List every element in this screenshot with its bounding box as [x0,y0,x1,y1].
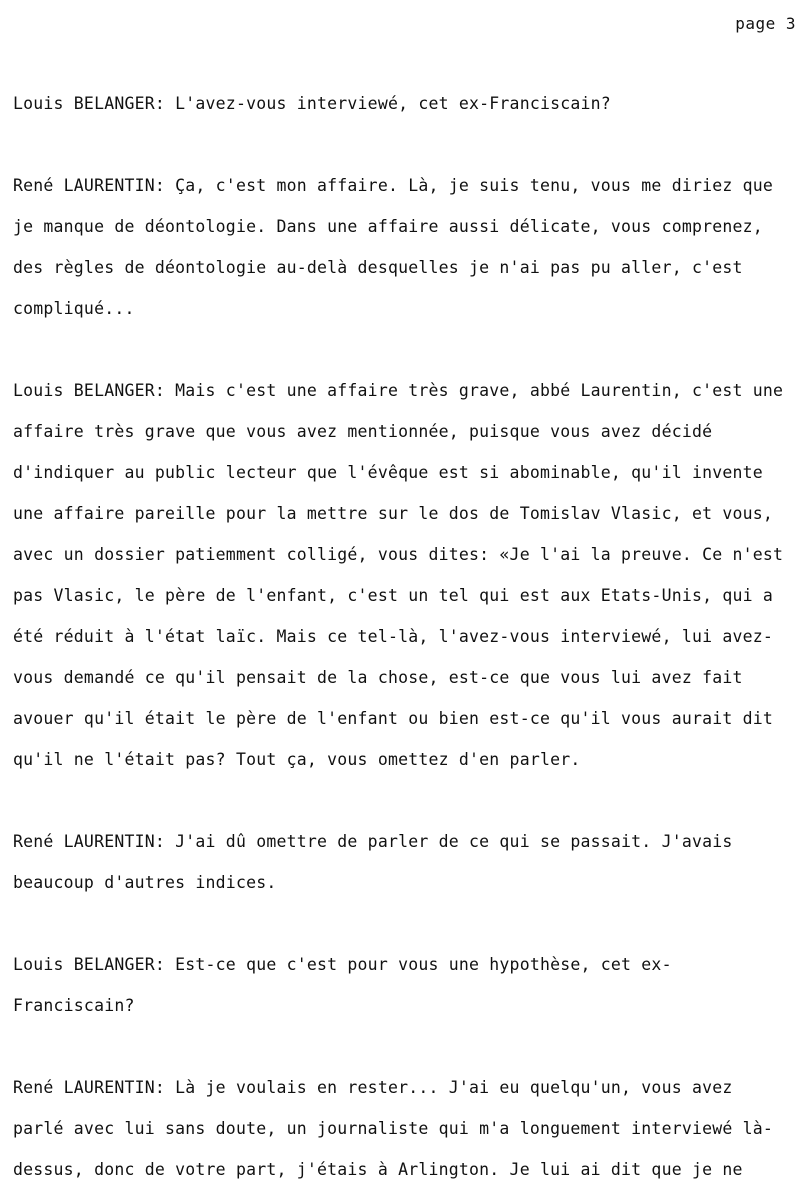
page-number: page 3 [735,14,796,33]
text-line: compliqué... [13,299,135,318]
text-line: beaucoup d'autres indices. [13,873,277,892]
text-line: parlé avec lui sans doute, un journaliste qui m'a longuement interviewé là- [13,1119,774,1138]
text-line: des règles de déontologie au-delà desquelles je n'ai pas pu aller, c'est [13,258,743,277]
text-line: vous demandé ce qu'il pensait de la chose, est-ce que vous lui avez fait [13,668,743,687]
text-line: Louis BELANGER: L'avez-vous interviewé, cet ex-Franciscain? [13,94,611,113]
text-line: avouer qu'il était le père de l'enfant ou bien est-ce qu'il vous aurait dit [13,709,774,728]
text-line: avec un dossier patiemment colligé, vous dites: «Je l'ai la preuve. Ce n'est [13,545,784,564]
text-line: je manque de déontologie. Dans une affaire aussi délicate, vous comprenez, [13,217,763,236]
text-line: d'indiquer au public lecteur que l'évêque est si abominable, qu'il invente [13,463,763,482]
text-line: Louis BELANGER: Mais c'est une affaire très grave, abbé Laurentin, c'est une [13,381,784,400]
text-line: qu'il ne l'était pas? Tout ça, vous omettez d'en parler. [13,750,581,769]
text-line: Franciscain? [13,996,135,1015]
text-line: Louis BELANGER: Est-ce que c'est pour vous une hypothèse, cet ex- [13,955,672,974]
text-line: dessus, donc de votre part, j'étais à Arlington. Je lui ai dit que je ne [13,1160,743,1179]
text-line: une affaire pareille pour la mettre sur le dos de Tomislav Vlasic, et vous, [13,504,774,523]
text-line: pas Vlasic, le père de l'enfant, c'est un tel qui est aux Etats-Unis, qui a [13,586,774,605]
text-line: René LAURENTIN: Ça, c'est mon affaire. Là, je suis tenu, vous me diriez que [13,176,774,195]
text-line: été réduit à l'état laïc. Mais ce tel-là, l'avez-vous interviewé, lui avez- [13,627,774,646]
text-line: René LAURENTIN: J'ai dû omettre de parler de ce qui se passait. J'avais [13,832,733,851]
text-line: René LAURENTIN: Là je voulais en rester... J'ai eu quelqu'un, vous avez [13,1078,733,1097]
text-line: affaire très grave que vous avez mentionnée, puisque vous avez décidé [13,422,713,441]
